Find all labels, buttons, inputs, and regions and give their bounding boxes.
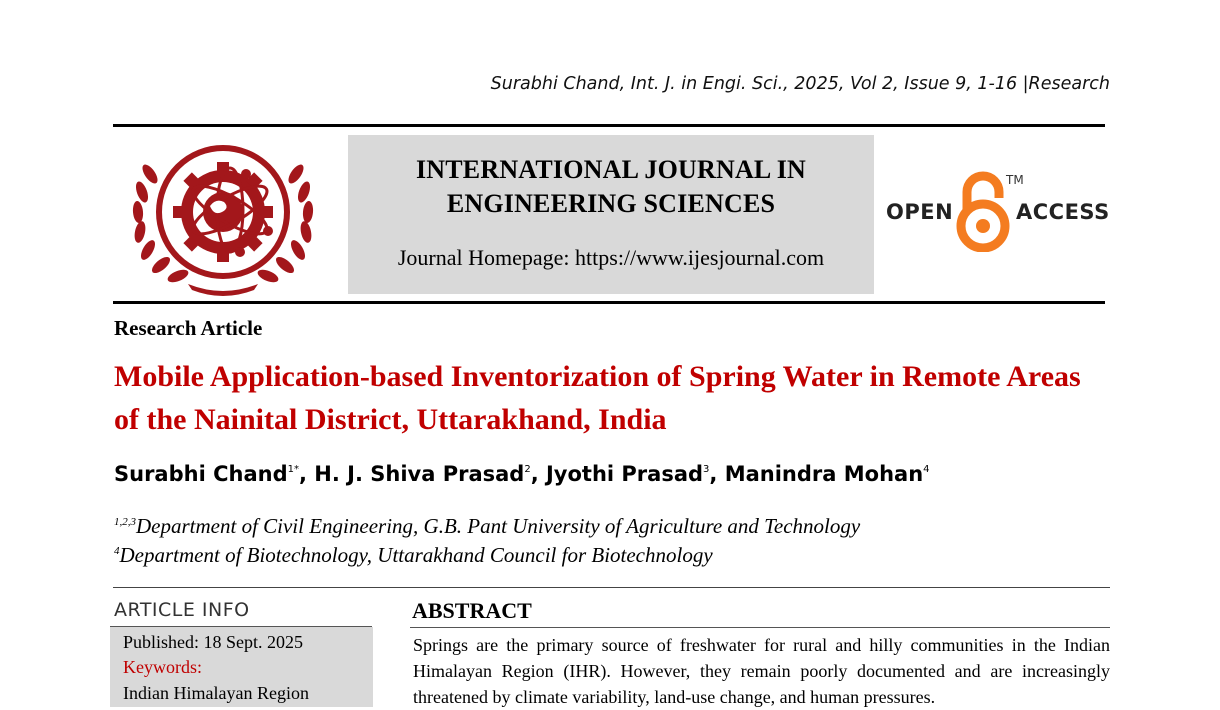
article-info-rule bbox=[110, 626, 372, 627]
published-date: Published: 18 Sept. 2025 bbox=[123, 632, 304, 652]
author-name: Manindra Mohan bbox=[724, 462, 924, 486]
affiliation-mark: 1,2,3 bbox=[114, 516, 136, 528]
journal-homepage[interactable]: Journal Homepage: https://www.ijesjournal.com bbox=[397, 245, 825, 270]
journal-title-box bbox=[348, 135, 874, 294]
header-rule-bottom bbox=[113, 301, 1105, 304]
author-name: Surabhi Chand bbox=[114, 462, 288, 486]
affiliation-text: Department of Civil Engineering, G.B. Pant University of Agriculture and Technology bbox=[136, 514, 861, 538]
abstract-rule bbox=[410, 627, 1110, 628]
author-affiliation-mark: 1* bbox=[287, 464, 299, 475]
article-info-heading: ARTICLE INFO bbox=[114, 599, 250, 621]
header-citation: Surabhi Chand, Int. J. in Engi. Sci., 2025, Vol 2, Issue 9, 1-16 |Research bbox=[490, 74, 1110, 94]
affiliation-text: Department of Biotechnology, Uttarakhand Council for Biotechnology bbox=[119, 543, 713, 567]
open-access-open-text: OPEN bbox=[886, 200, 954, 224]
article-title: Mobile Application-based Inventorization of Spring Water in Remote Areas of the Nainital District, Uttarakhand, India bbox=[114, 360, 1081, 436]
author-name: Jyothi Prasad bbox=[545, 462, 704, 486]
author-affiliation-mark: 3 bbox=[703, 464, 710, 475]
open-access-trademark: TM bbox=[1006, 173, 1024, 187]
affiliation-mark: 4 bbox=[114, 545, 120, 557]
header-rule-top bbox=[113, 124, 1105, 127]
affiliation-2 bbox=[114, 543, 713, 568]
author-name: H. J. Shiva Prasad bbox=[314, 462, 525, 486]
open-access-access-text: ACCESS bbox=[1016, 200, 1110, 224]
article-type: Research Article bbox=[114, 316, 263, 340]
author-affiliation-mark: 2 bbox=[524, 464, 531, 475]
author-affiliation-mark: 4 bbox=[923, 464, 930, 475]
journal-name-line-2: ENGINEERING SCIENCES bbox=[446, 189, 776, 218]
open-access-lock-icon bbox=[955, 170, 1011, 252]
journal-name bbox=[348, 153, 874, 221]
abstract-text: Springs are the primary source of freshwater for rural and hilly communities in the Indian Himalayan Region (IHR). However, they remain poorly documented and are increasingly threatened by climate variability, land-use change, and human pressures. bbox=[413, 635, 1110, 707]
journal-name-line-1: INTERNATIONAL JOURNAL IN bbox=[415, 155, 807, 184]
journal-emblem-logo bbox=[128, 134, 318, 296]
abstract-heading: ABSTRACT bbox=[412, 598, 532, 623]
author-list: Surabhi Chand$^{1*}$, H. J. Shiva Prasad$^2$, Jyothi Prasad$^3$, Manindra Mohan$^4$ bbox=[114, 462, 930, 486]
affiliation-1 bbox=[114, 514, 860, 539]
keywords-label: Keywords: bbox=[123, 657, 202, 677]
section-divider bbox=[113, 587, 1110, 588]
keyword-item: Indian Himalayan Region bbox=[123, 683, 309, 703]
